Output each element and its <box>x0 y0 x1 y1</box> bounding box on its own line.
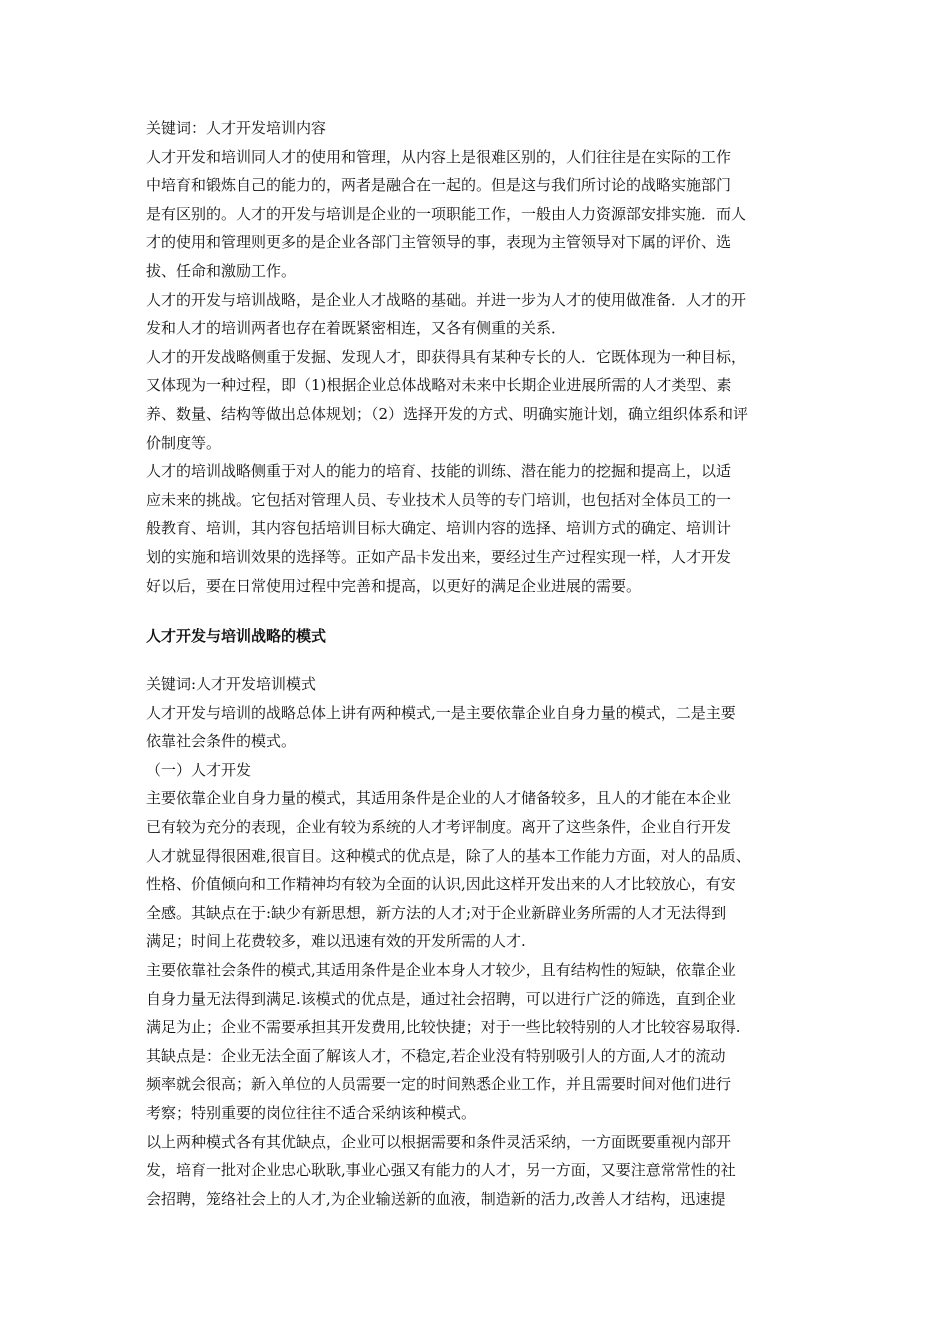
text-line: 般教育、培训，其内容包括培训目标大确定、培训内容的选择、培训方式的确定、培训计 <box>146 519 732 538</box>
text-line: 频率就会很高；新入单位的人员需要一定的时间熟悉企业工作，并且需要时间对他们进行 <box>146 1075 732 1094</box>
text-line: 主要依靠社会条件的模式,其适用条件是企业本身人才较少，且有结构性的短缺，依靠企业 <box>146 961 736 980</box>
text-line: 人才开发与培训的战略总体上讲有两种模式,一是主要依靠企业自身力量的模式，二是主要 <box>146 703 736 722</box>
text-line: 其缺点是：企业无法全面了解该人才，不稳定,若企业没有特别吸引人的方面,人才的流动 <box>146 1046 726 1065</box>
text-line: 自身力量无法得到满足.该模式的优点是，通过社会招聘，可以进行广泛的筛选，直到企业 <box>146 989 736 1008</box>
text-line: 性格、价值倾向和工作精神均有较为全面的认识,因此这样开发出来的人才比较放心，有安 <box>146 875 736 894</box>
text-line: 人才的开发与培训战略，是企业人才战略的基础。并进一步为人才的使用做准备．人才的开 <box>146 290 747 309</box>
text-line: 人才的培训战略侧重于对人的能力的培育、技能的训练、潜在能力的挖掘和提高上，以适 <box>146 462 732 481</box>
text-line: 满足为止；企业不需要承担其开发费用,比较快捷；对于一些比较特别的人才比较容易取得. <box>146 1018 741 1037</box>
section-content-training <box>146 143 818 601</box>
text-line: 人才开发和培训同人才的使用和管理，从内容上是很难区别的，人们往往是在实际的工作 <box>146 147 732 166</box>
document-body <box>146 114 818 1213</box>
text-line: 养、数量、结构等做出总体规划；（2）选择开发的方式、明确实施计划，确立组织体系和评 <box>146 404 749 423</box>
text-line: 以上两种模式各有其优缺点，企业可以根据需要和条件灵活采纳，一方面既要重视内部开 <box>146 1132 732 1151</box>
text-line: 依靠社会条件的模式。 <box>146 732 297 751</box>
text-line: 满足；时间上花费较多，难以迅速有效的开发所需的人才. <box>146 932 526 951</box>
text-line: 是有区别的。人才的开发与培训是企业的一项职能工作，一般由人力资源部安排实施．而人 <box>146 204 747 223</box>
text-line: 中培育和锻炼自己的能力的，两者是融合在一起的。但是这与我们所讨论的战略实施部门 <box>146 176 732 195</box>
text-line: 主要依靠企业自身力量的模式，其适用条件是企业的人才储备较多，且人的才能在本企业 <box>146 789 732 808</box>
text-line: 人才的开发战略侧重于发掘、发现人才，即获得具有某种专长的人．它既体现为一种目标， <box>146 347 747 366</box>
section-content-modes <box>146 699 818 1214</box>
text-line: 人才就显得很困难,很盲目。这种模式的优点是，除了人的基本工作能力方面，对人的品质、 <box>146 846 751 865</box>
text-line: （一）人才开发 <box>146 760 252 779</box>
text-line: 全感。其缺点在于:缺少有新思想，新方法的人才;对于企业新辟业务所需的人才无法得到 <box>146 903 727 922</box>
text-line: 好以后，要在日常使用过程中完善和提高，以更好的满足企业进展的需要。 <box>146 576 642 595</box>
text-line: 考察；特别重要的岗位往往不适合采纳该种模式。 <box>146 1104 477 1122</box>
text-line: 发和人才的培训两者也存在着既紧密相连，又各有侧重的关系． <box>146 319 567 338</box>
text-line: 价制度等。 <box>146 433 222 452</box>
text-line: 已有较为充分的表现，企业有较为系统的人才考评制度。离开了这些条件，企业自行开发 <box>146 818 732 837</box>
keywords-line: 关键词：人才开发培训内容 <box>146 119 327 137</box>
text-line: 划的实施和培训效果的选择等。正如产品卡发出来，要经过生产过程实现一样，人才开发 <box>146 547 732 566</box>
text-line: 应未来的挑战。它包括对管理人员、专业技术人员等的专门培训，也包括对全体员工的一 <box>146 490 732 509</box>
text-line: 又体现为一种过程，即（1)根据企业总体战略对未来中长期企业进展所需的人才类型、素 <box>146 376 732 395</box>
text-line: 发，培育一批对企业忠心耿耿,事业心强又有能力的人才，另一方面，又要注意常常性的社 <box>146 1161 736 1180</box>
keywords-line: 关键词:人才开发培训模式 <box>146 675 317 694</box>
text-line: 会招聘，笼络社会上的人才,为企业输送新的血液，制造新的活力,改善人才结构，迅速提 <box>146 1189 726 1208</box>
text-line: 拔、任命和激励工作。 <box>146 261 297 280</box>
text-line: 才的使用和管理则更多的是企业各部门主管领导的事，表现为主管领导对下属的评价、选 <box>146 233 732 252</box>
section-heading: 人才开发与培训战略的模式 <box>146 627 327 646</box>
